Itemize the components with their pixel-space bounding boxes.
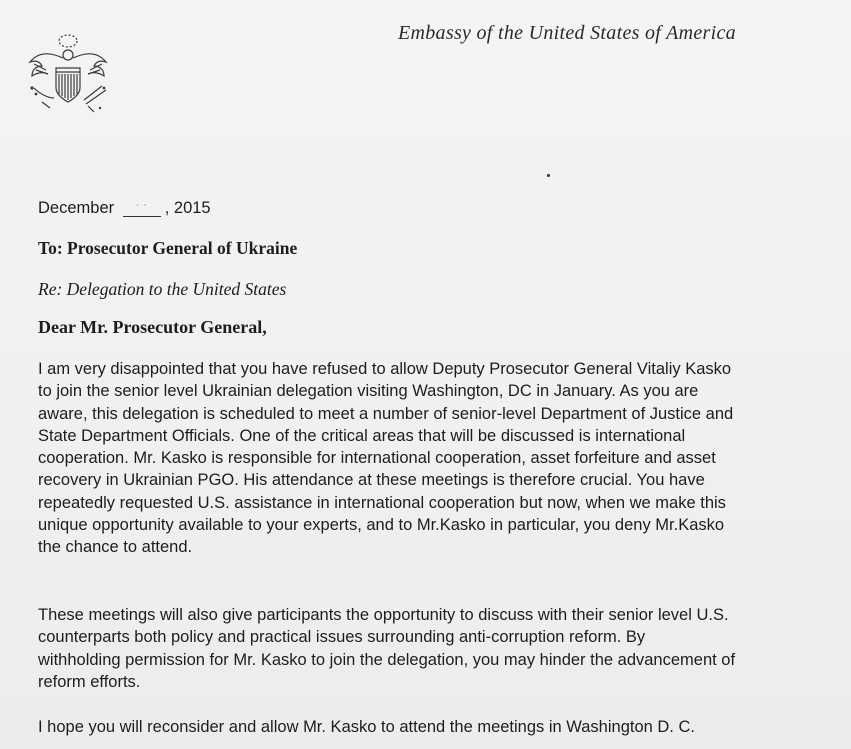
- text-line: withholding permission for Mr. Kasko to join the delegation, you may hinder the advancement of: [38, 650, 736, 669]
- text-line: I hope you will reconsider and allow Mr. Kasko to attend the meetings in Washington D. C.: [38, 718, 695, 736]
- text-line: the chance to attend.: [38, 538, 193, 557]
- text-line: State Department Officials. One of the critical areas that will be discussed is international: [38, 426, 686, 445]
- date-year: , 2015: [164, 199, 211, 217]
- text-line: cooperation. Mr. Kasko is responsible for international cooperation, asset forfeiture and asset: [38, 449, 716, 468]
- ink-dot: [547, 174, 550, 177]
- text-line: These meetings will also give participants the opportunity to discuss with their senior level U.S.: [38, 606, 729, 624]
- body-paragraph-1: [38, 358, 733, 559]
- text-line: repeatedly requested U.S. assistance in international cooperation but now, when we make this: [38, 493, 726, 512]
- body-paragraph-2: [38, 604, 735, 693]
- subject-line: Re: Delegation to the United States: [38, 279, 287, 299]
- recipient-line: To: Prosecutor General of Ukraine: [38, 238, 298, 258]
- date-line: [38, 199, 211, 218]
- text-line: reform efforts.: [38, 672, 141, 691]
- text-line: counterparts both policy and practical issues surrounding anti-corruption reform. By: [38, 628, 646, 647]
- text-line: to join the senior level Ukrainian delegation visiting Washington, DC in January. As you are: [38, 382, 699, 401]
- text-line: unique opportunity available to your experts, and to Mr.Kasko in particular, you deny Mr.Kasko: [38, 516, 725, 535]
- text-line: I am very disappointed that you have refused to allow Deputy Prosecutor General Vitaliy Kasko: [38, 360, 732, 378]
- date-month: December: [38, 199, 115, 217]
- text-line: recovery in Ukrainian PGO. His attendance at these meetings is therefore crucial. You have: [38, 471, 705, 490]
- body-paragraph-3: [38, 716, 695, 738]
- salutation: Dear Mr. Prosecutor General,: [38, 317, 267, 337]
- date-day-blank: ´ ´: [123, 202, 161, 217]
- eagle-seal-icon: [22, 28, 114, 114]
- text-line: aware, this delegation is scheduled to meet a number of senior-level Department of Justice and: [38, 404, 734, 423]
- embassy-letterhead: Embassy of the United States of America: [398, 22, 736, 44]
